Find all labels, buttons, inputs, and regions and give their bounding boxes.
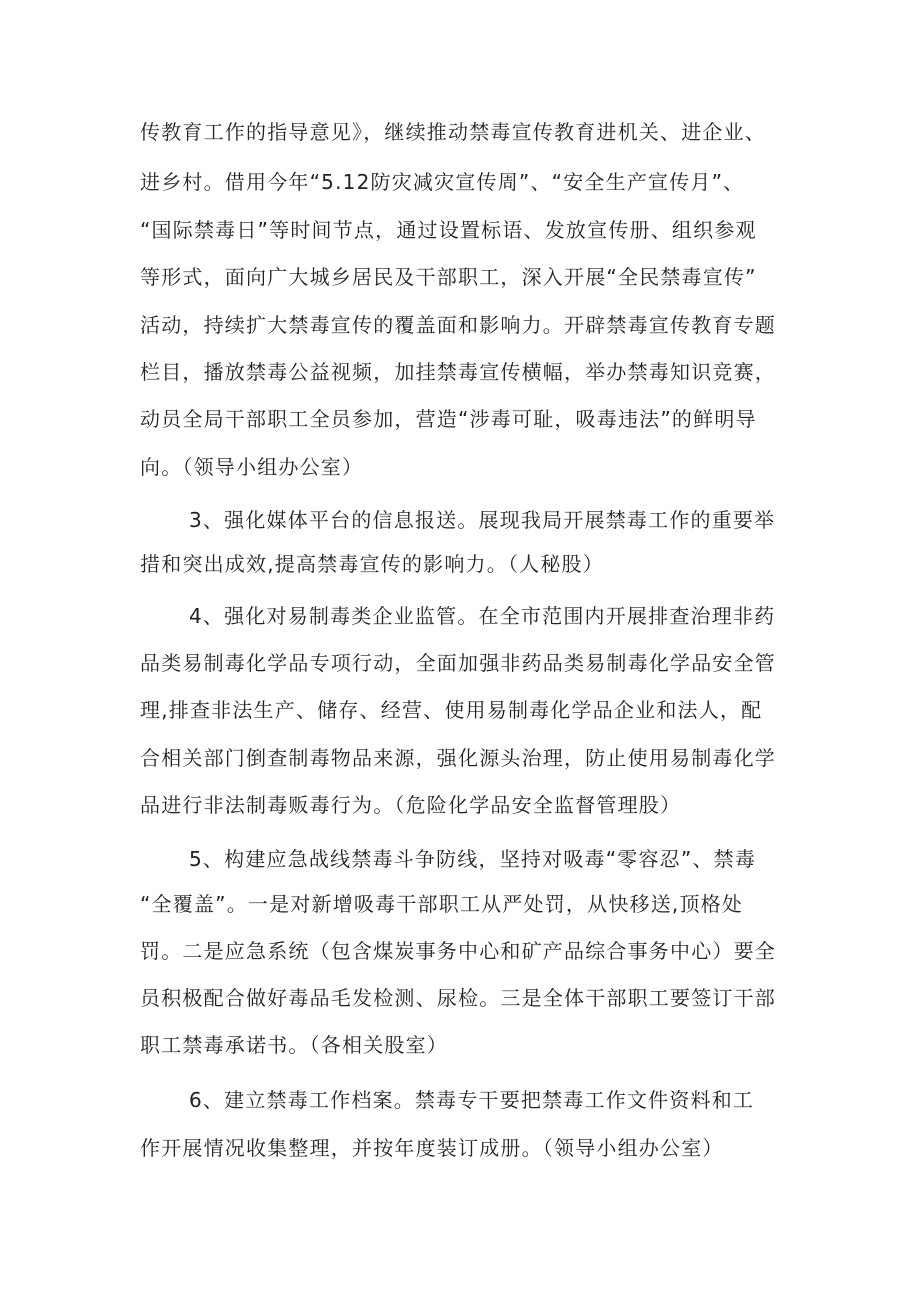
text-line: 理,排查非法生产、储存、经营、使用易制毒化学品企业和法人，配 — [140, 698, 763, 722]
text-line: 栏目，播放禁毒公益视频，加挂禁毒宣传横幅，举办禁毒知识竞赛， — [140, 360, 776, 384]
text-line: 传教育工作的指导意见》，继续推动禁毒宣传教育进机关、进企业、 — [140, 120, 766, 144]
text-line: 动员全局干部职工全员参加，营造“涉毒可耻，吸毒违法”的鲜明导 — [140, 407, 757, 431]
text-line: 品类易制毒化学品专项行动，全面加强非药品类易制毒化学品安全管 — [140, 651, 776, 675]
text-line: 6、建立禁毒工作档案。禁毒专干要把禁毒工作文件资料和工 — [189, 1088, 755, 1112]
text-line: 合相关部门倒查制毒物品来源，强化源头治理，防止使用易制毒化学 — [140, 746, 776, 770]
text-line: 3、强化媒体平台的信息报送。展现我局开展禁毒工作的重要举 — [189, 508, 776, 532]
text-line: 4、强化对易制毒类企业监管。在全市范围内开展排查治理非药 — [189, 604, 776, 628]
text-line: 措和突出成效,提高禁毒宣传的影响力。（人秘股） — [140, 552, 604, 576]
text-line: 活动，持续扩大禁毒宣传的覆盖面和影响力。开辟禁毒宣传教育专题 — [140, 313, 776, 337]
text-line: 职工禁毒承诺书。（各相关股室） — [140, 1033, 448, 1057]
text-line: 罚。二是应急系统（包含煤炭事务中心和矿产品综合事务中心）要全 — [140, 939, 776, 963]
text-line: 等形式，面向广大城乡居民及干部职工，深入开展“全民禁毒宣传” — [140, 265, 757, 289]
text-line: “国际禁毒日”等时间节点，通过设置标语、发放宣传册、组织参观 — [140, 218, 757, 242]
text-line: “全覆盖”。一是对新增吸毒干部职工从严处罚，从快移送,顶格处 — [140, 892, 744, 916]
text-line: 5、构建应急战线禁毒斗争防线，坚持对吸毒“零容忍”、禁毒 — [189, 847, 757, 871]
text-line: 向。（领导小组办公室） — [140, 455, 364, 479]
text-line: 员积极配合做好毒品毛发检测、尿检。三是全体干部职工要签订干部 — [140, 986, 776, 1010]
text-line: 作开展情况收集整理，并按年度装订成册。（领导小组办公室） — [140, 1136, 724, 1160]
text-line: 品进行非法制毒贩毒行为。（危险化学品安全监督管理股） — [140, 793, 682, 817]
text-line: 进乡村。借用今年“5.12防灾减灾宣传周”、“安全生产宣传月”、 — [140, 170, 745, 194]
